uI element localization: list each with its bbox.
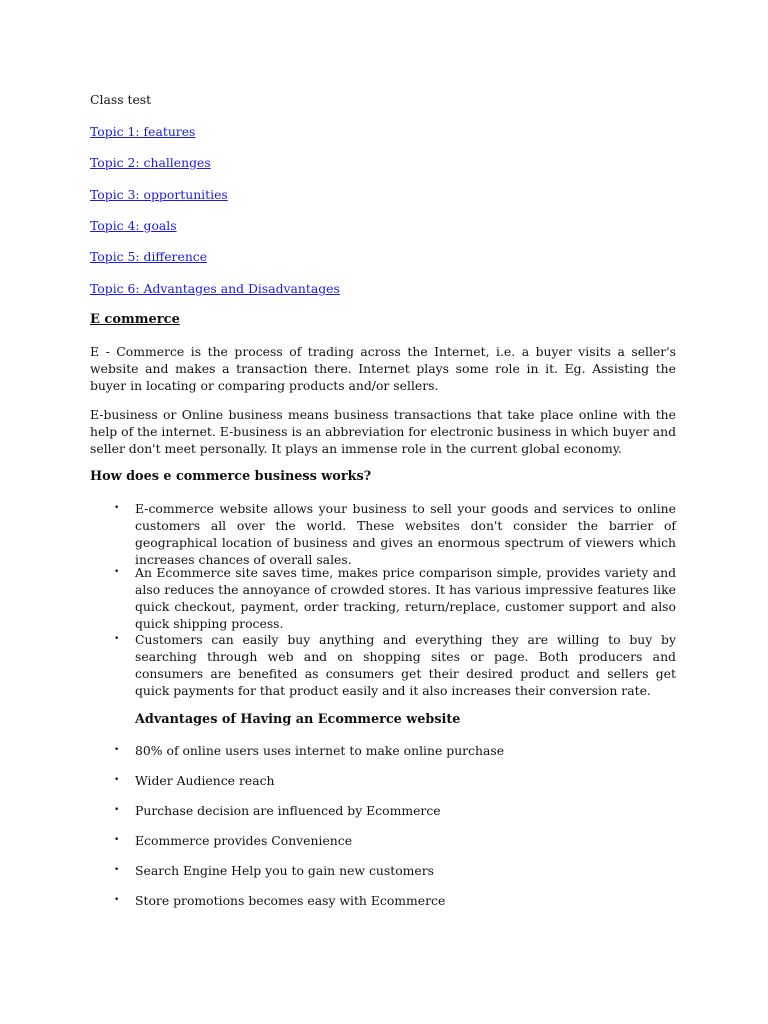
bullet-icon: • (114, 503, 120, 513)
list-item-text: An Ecommerce site saves time, makes price comparison simple, provides variety and also reduces the annoyance of crowded stores. It has various impressive features like quick checkout, payment, order tracking, return/replace, customer support and also quick shipping process. (135, 565, 676, 631)
class-test-label: Class test (90, 92, 152, 107)
list-item-text: 80% of online users uses internet to make online purchase (135, 743, 505, 758)
topic-link-2[interactable]: Topic 2: challenges (90, 155, 211, 170)
bullet-icon: • (114, 805, 120, 815)
bullet-icon: • (114, 895, 120, 905)
how-heading: How does e commerce business works? (90, 469, 372, 484)
bullet-icon: • (114, 775, 120, 785)
list-item-text: Store promotions becomes easy with Ecommerce (135, 893, 446, 908)
topic-link-5[interactable]: Topic 5: difference (90, 249, 208, 264)
list-item-text: Purchase decision are influenced by Ecommerce (135, 803, 441, 818)
list-item-text: Wider Audience reach (135, 773, 275, 788)
bullet-icon: • (114, 634, 120, 644)
bullet-icon: • (114, 567, 120, 577)
topic-link-3[interactable]: Topic 3: opportunities (90, 187, 228, 202)
bullet-icon: • (114, 835, 120, 845)
paragraph-ecommerce-definition: E - Commerce is the process of trading across the Internet, i.e. a buyer visits a seller's website and makes a transaction there. Internet plays some role in it. Eg. Assisting the buyer in locating or comparing products and/or sellers. (90, 344, 676, 393)
bullet-icon: • (114, 865, 120, 875)
list-item-text: Ecommerce provides Convenience (135, 833, 353, 848)
bullet-icon: • (114, 745, 120, 755)
paragraph-ebusiness-definition: E-business or Online business means business transactions that take place online with the help of the internet. E-business is an abbreviation for electronic business in which buyer and seller don't meet personally. It plays an immense role in the current global economy. (90, 407, 676, 456)
topic-link-4[interactable]: Topic 4: goals (90, 218, 177, 233)
section-heading: E commerce (90, 312, 180, 327)
list-item-text: Search Engine Help you to gain new customers (135, 863, 435, 878)
list-item-text: Customers can easily buy anything and everything they are willing to buy by searching through web and on shopping sites or page. Both producers and consumers are benefited as consumers get their desired product and sellers get quick payments for that product easily and it also increases their conversion rate. (135, 632, 676, 698)
topic-link-6[interactable]: Topic 6: Advantages and Disadvantages (90, 281, 340, 296)
list-item-text: E-commerce website allows your business to sell your goods and services to online customers all over the world. These websites don't consider the barrier of geographical location of business and gives an enormous spectrum of viewers which increases chances of overall sales. (135, 501, 676, 567)
topic-link-1[interactable]: Topic 1: features (90, 124, 196, 139)
advantages-heading: Advantages of Having an Ecommerce website (135, 712, 461, 727)
